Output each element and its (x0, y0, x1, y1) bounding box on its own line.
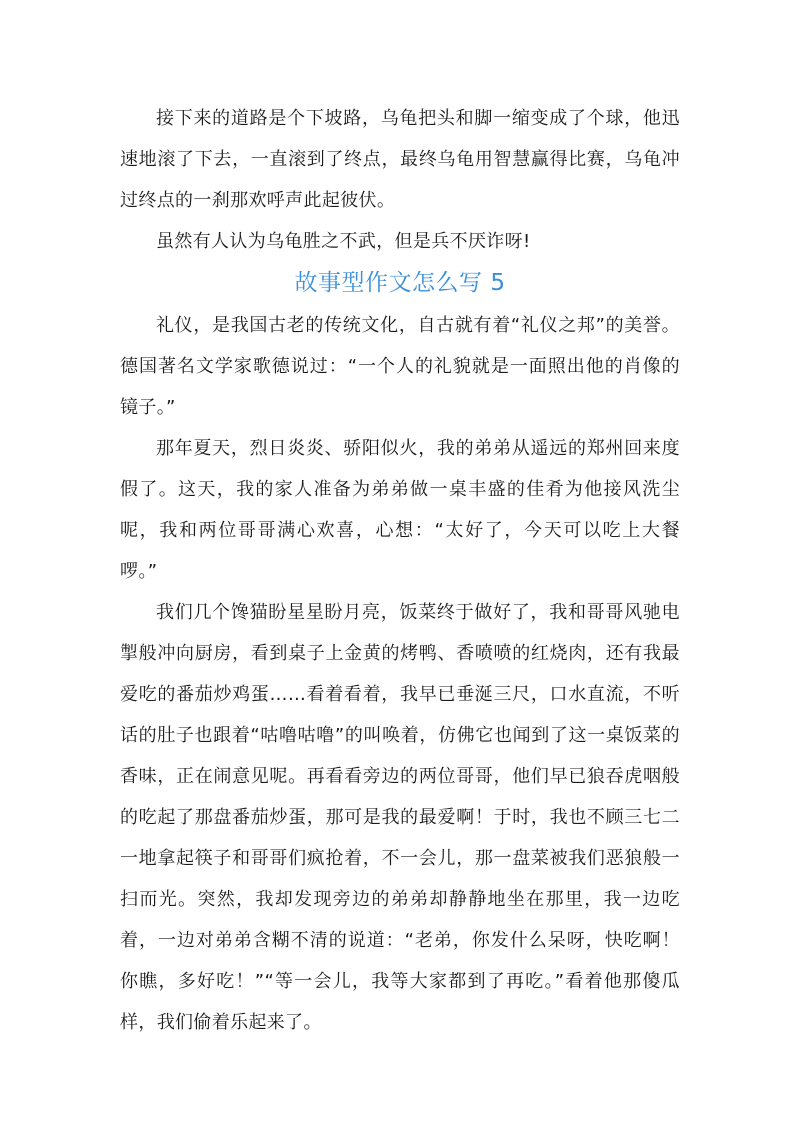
section-heading: 故事型作文怎么写 5 (294, 270, 506, 296)
document-body (120, 98, 680, 1043)
paragraph-summer-visit: 那年夏天，烈日炎炎、骄阳似火，我的弟弟从遥远的郑州回来度假了。这天，我的家人准备为弟弟做一桌丰盛的佳肴为他接风洗尘呢，我和两位哥哥满心欢喜，心想：“太好了，今天可以吃上大餐啰。” (120, 438, 680, 582)
paragraph-turtle-victory: 虽然有人认为乌龟胜之不武，但是兵不厌诈呀! (156, 231, 531, 252)
paragraph-turtle-downhill: 接下来的道路是个下坡路，乌龟把头和脚一缩变成了个球，他迅速地滚了下去，一直滚到了终点，最终乌龟用智慧赢得比赛，乌龟冲过终点的一刹那欢呼声此起彼伏。 (120, 108, 680, 211)
paragraph-etiquette-intro: 礼仪，是我国古老的传统文化，自古就有着“礼仪之邦”的美誉。德国著名文学家歌德说过：“一个人的礼貌就是一面照出他的肖像的镜子。” (120, 315, 680, 418)
paragraph-dinner-story: 我们几个馋猫盼星星盼月亮，饭菜终于做好了，我和哥哥风驰电掣般冲向厨房，看到桌子上金黄的烤鸭、香喷喷的红烧肉，还有我最爱吃的番茄炒鸡蛋……看着看着，我早已垂涎三尺，口水直流，不听话的肚子也跟着“咕噜咕噜”的叫唤着，仿佛它也闻到了这一桌饭菜的香味，正在闹意见呢。再看看旁边的两位哥哥，他们早已狼吞虎咽般的吃起了那盘番茄炒蛋，那可是我的最爱啊！于时，我也不顾三七二一地拿起筷子和哥哥们疯抢着，不一会儿，那一盘菜被我们恶狼般一扫而光。突然，我却发现旁边的弟弟却静静地坐在那里，我一边吃着，一边对弟弟含糊不清的说道：“老弟，你发什么呆呀，快吃啊！你瞧，多好吃！”“等一会儿，我等大家都到了再吃。”看着他那傻瓜样，我们偷着乐起来了。 (120, 602, 680, 1033)
